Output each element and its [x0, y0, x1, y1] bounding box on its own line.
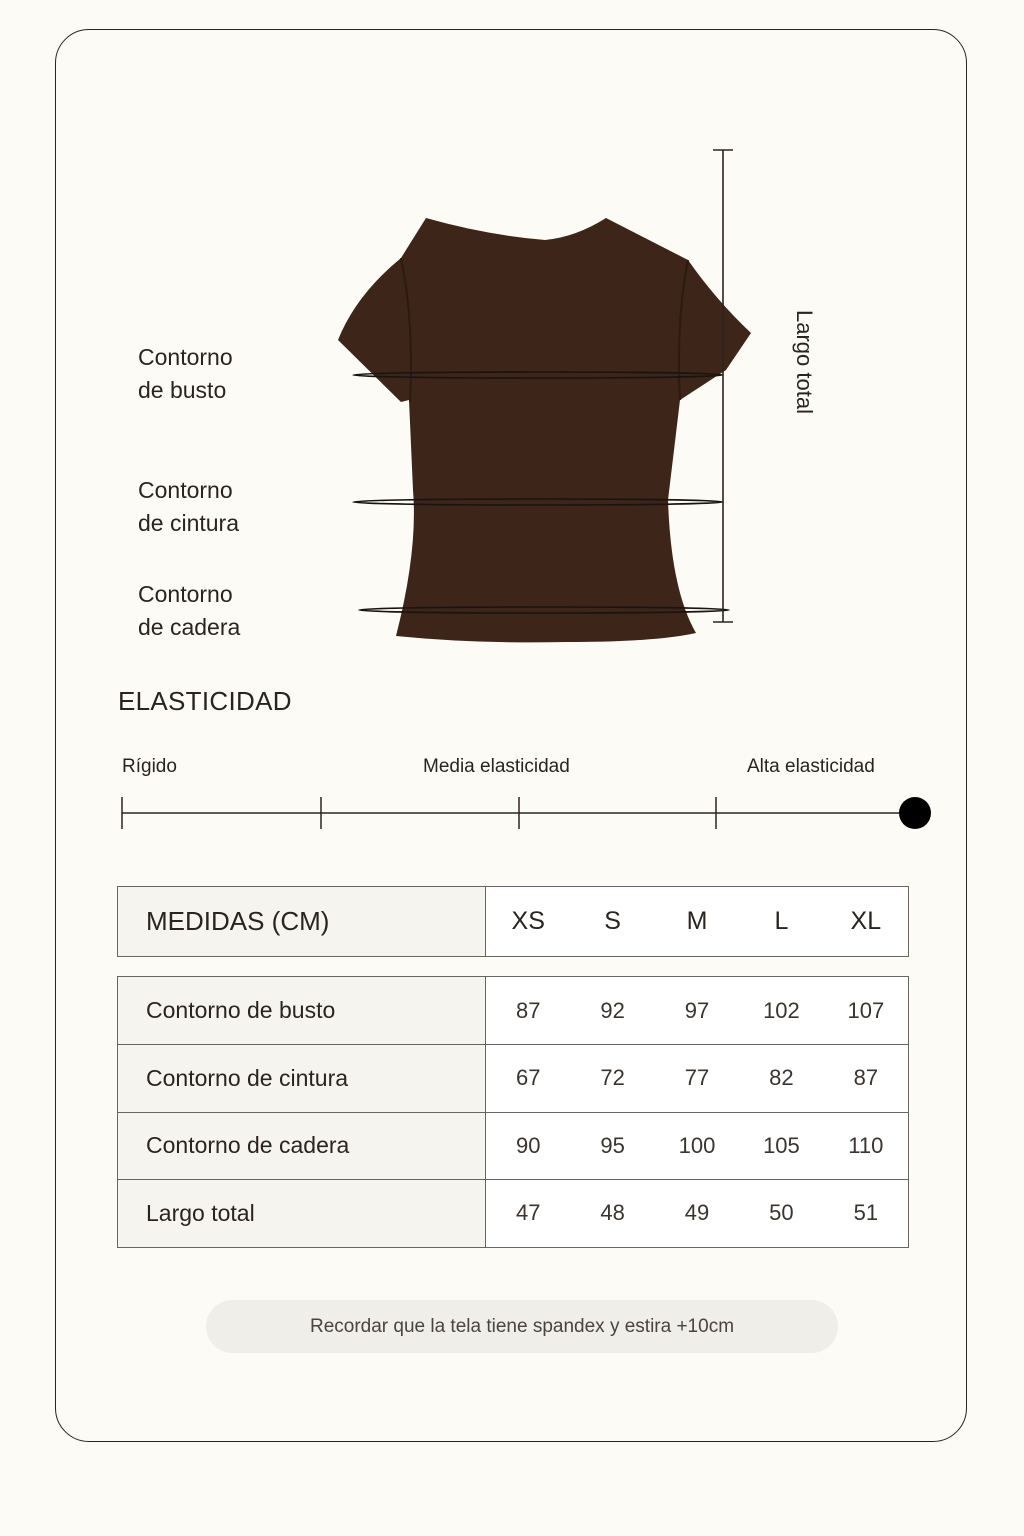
measurements-table: [117, 976, 909, 1248]
cell-value: 47: [515, 1200, 541, 1226]
length-ruler: [713, 150, 733, 622]
label-cintura: [138, 474, 239, 540]
table-row: [118, 1179, 908, 1247]
row-label: Contorno de cadera: [118, 1113, 486, 1180]
label-cintura-line1: Contorno: [138, 477, 233, 503]
table-row: [118, 977, 908, 1044]
size-xl: XL: [850, 907, 882, 935]
row-label: Largo total: [118, 1180, 486, 1247]
cell-value: 87: [853, 1065, 879, 1091]
cell-value: 100: [678, 1132, 716, 1158]
cell-value: 92: [600, 997, 625, 1023]
cell-value: 82: [769, 1065, 794, 1091]
row-label: Contorno de cintura: [118, 1045, 486, 1112]
cell-value: 90: [515, 1132, 541, 1158]
cell-value: 51: [853, 1200, 879, 1226]
cell-value: 67: [515, 1065, 541, 1091]
label-cadera-line2: de cadera: [138, 614, 241, 640]
cell-value: 107: [847, 997, 885, 1023]
cell-value: 105: [763, 1132, 800, 1158]
cell-value: 95: [600, 1132, 625, 1158]
cell-value: 110: [848, 1132, 884, 1158]
cell-value: 50: [769, 1200, 794, 1226]
cell-value: 77: [684, 1065, 710, 1091]
elasticity-title: ELASTICIDAD: [118, 686, 292, 716]
cell-value: 102: [763, 997, 800, 1023]
spandex-note: Recordar que la tela tiene spandex y estira +10cm: [206, 1300, 838, 1353]
label-largo-total: Largo total: [792, 310, 817, 414]
size-header: [117, 886, 909, 957]
label-cadera: [138, 578, 240, 644]
label-cadera-line1: Contorno: [138, 581, 233, 607]
cell-value: 72: [600, 1065, 625, 1091]
row-label: Contorno de busto: [118, 977, 486, 1044]
cell-value: 48: [600, 1200, 625, 1226]
scale-label-rigido: Rígido: [122, 756, 177, 777]
scale-label-alta: Alta elasticidad: [747, 756, 875, 777]
size-l: L: [774, 907, 789, 935]
label-busto: [138, 341, 233, 407]
cell-value: 97: [684, 997, 710, 1023]
header-label: MEDIDAS (CM): [118, 887, 486, 956]
scale-label-media: Media elasticidad: [423, 756, 570, 777]
scale-selected-marker: [899, 797, 931, 829]
size-columns: [486, 887, 908, 956]
label-busto-line2: de busto: [138, 377, 227, 403]
table-row: [118, 1044, 908, 1112]
size-s: S: [604, 907, 621, 935]
size-guide-card: [55, 29, 967, 1442]
size-m: M: [686, 907, 708, 935]
elasticity-scale: [56, 780, 968, 840]
table-row: [118, 1112, 908, 1180]
size-xs: XS: [511, 907, 545, 935]
label-cintura-line2: de cintura: [138, 510, 240, 536]
label-busto-line1: Contorno: [138, 344, 233, 370]
cell-value: 49: [684, 1200, 710, 1226]
cell-value: 87: [515, 997, 541, 1023]
shirt-shape: [338, 218, 751, 642]
